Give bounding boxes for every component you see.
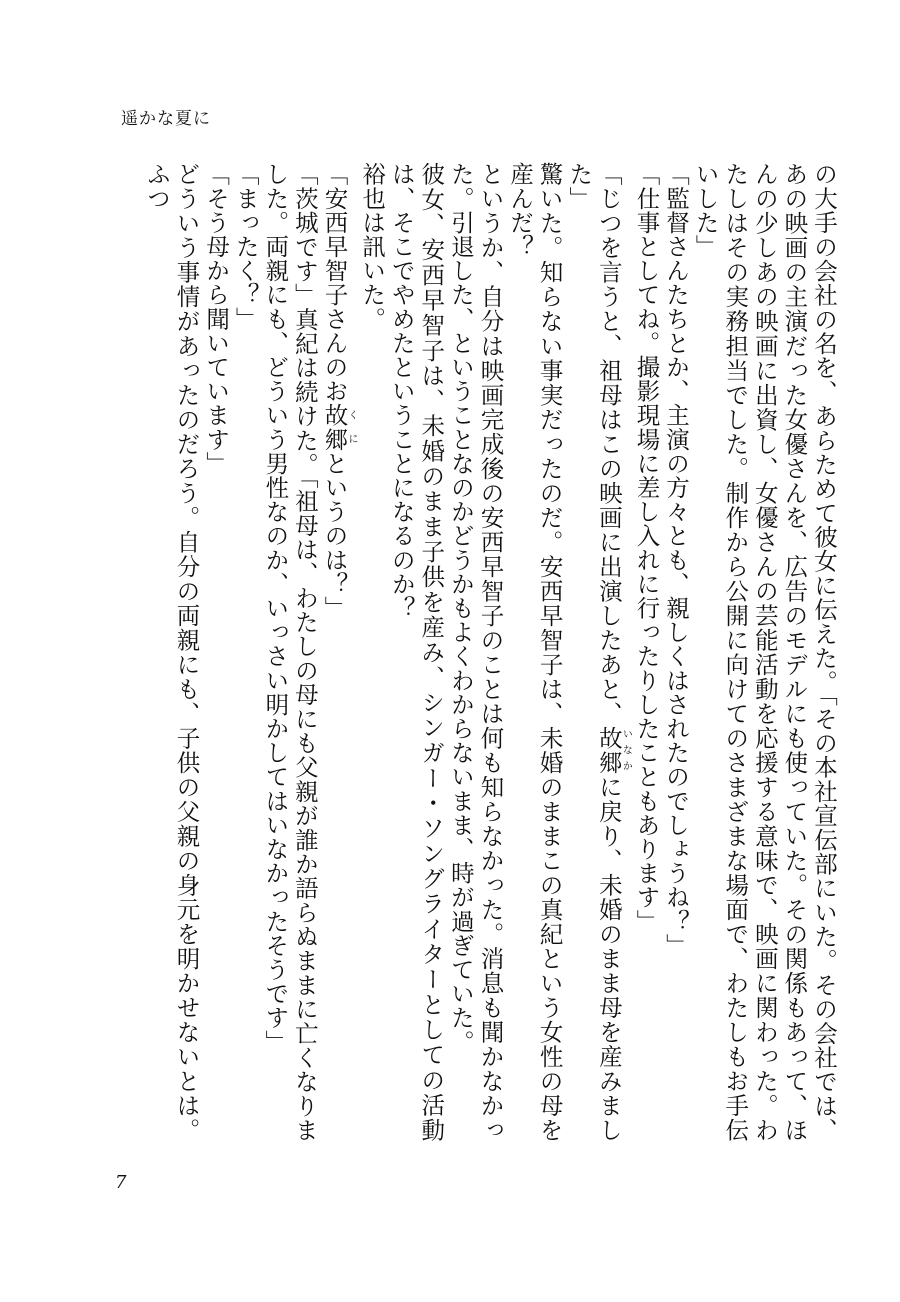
paragraph: 「茨城です」真紀は続けた。「祖母は、わたしの母にも父親が誰か語らぬままに亡くなりました。両親にも、どういう男性なのか、いっさい明かしてはいなかったそうです」 — [261, 162, 319, 1142]
running-head: 遥かな夏に — [121, 109, 211, 129]
ruby-reading: いなか — [620, 725, 632, 775]
paragraph: 「まったく？」 — [231, 162, 260, 331]
paragraph-with-ruby: 「じつを言うと、祖母はこの映画に出演したあと、故郷いなかに戻り、未婚のまま母を産みました」 — [565, 162, 632, 1142]
ruby-annotation: 故郷くに — [320, 403, 357, 452]
paragraph-with-ruby: 「安西早智子さんのお故郷くにというのは？」 — [320, 162, 357, 620]
ruby-annotation: 故郷いなか — [594, 725, 632, 775]
paragraph: 驚いた。知らない事実だったのだ。安西早智子は、未婚のままこの真紀という女性の母を産んだ？ — [506, 162, 564, 1142]
paragraph: 裕也は訊いた。 — [358, 162, 387, 331]
paragraph: というか、自分は映画完成後の安西早智子のことは何も知らなかった。消息も聞かなかった。引退した、ということなのかどうかもよくわからないまま、時が過ぎていた。 — [446, 162, 505, 1142]
paragraph: の大手の会社の名を、あらためて彼女に伝えた。「その本社宣伝部にいた。その会社では、あの映画の主演だった女優さんを、広告のモデルにも使っていた。その関係もあって、ほんの少しあの映画に出資し、女優さんの芸能活動を応援する意味で、映画に関わった。わたしはその実務担当でした。制作から公開に向けてのさまざまな場面で、わたしもお手伝いした」 — [691, 162, 838, 1142]
paragraph: 彼女、安西早智子は、未婚のまま子供を産み、シンガー・ソングライターとしての活動は、そこでやめたということになるのか？ — [387, 162, 446, 1142]
paragraph: 「監督さんたちとか、主演の方々とも、親しくはされたのでしょうね？」 — [662, 162, 691, 958]
body-text — [98, 162, 838, 1142]
paragraph: どういう事情があったのだろう。自分の両親にも、子供の父親の身元を明かせないとは。ふつ — [142, 162, 201, 1142]
paragraph: 「仕事としてね。撮影現場に差し入れに行ったりしたこともあります」 — [632, 162, 661, 934]
page-number: 7 — [115, 1172, 127, 1193]
paragraph: 「そう母から聞いています」 — [202, 162, 231, 476]
ruby-reading: くに — [346, 403, 357, 452]
